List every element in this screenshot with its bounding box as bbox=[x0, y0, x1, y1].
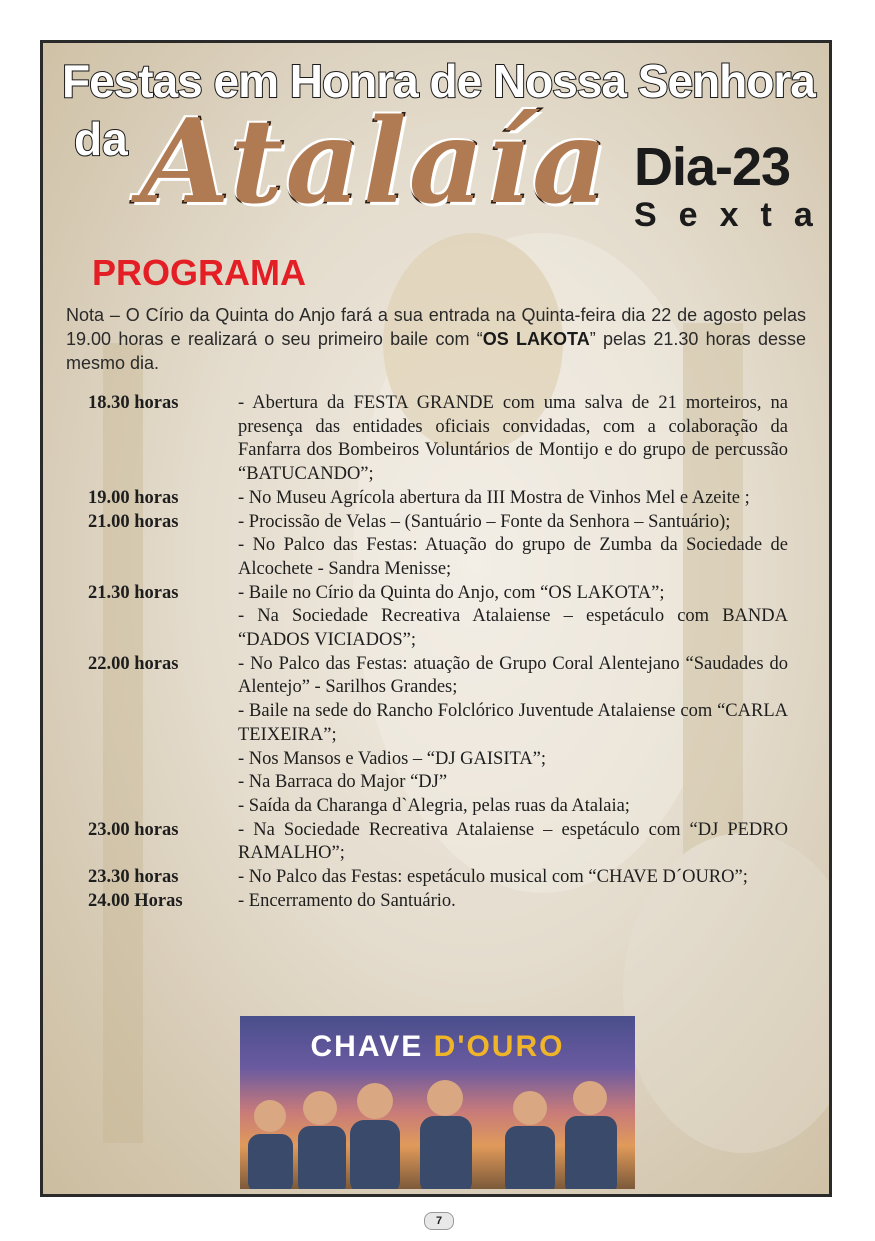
schedule-item: - Na Sociedade Recreativa Atalaiense – espetáculo com BANDA “DADOS VICIADOS”; bbox=[238, 606, 788, 651]
schedule-list bbox=[88, 392, 788, 913]
day-label: Dia-23 bbox=[634, 137, 791, 197]
schedule-item: - Na Sociedade Recreativa Atalaiense – espetáculo com “DJ PEDRO RAMALHO”; bbox=[238, 819, 788, 864]
schedule-item: - No Palco das Festas: Atuação do grupo de Zumba da Sociedade de Alcochete - Sandra Menisse; bbox=[238, 535, 788, 579]
title-prefix-da: da bbox=[74, 113, 128, 165]
schedule-row bbox=[88, 511, 788, 582]
schedule-row bbox=[88, 819, 788, 866]
schedule-item: - No Palco das Festas: espetáculo musical com “CHAVE D´OURO”; bbox=[238, 867, 748, 888]
schedule-row bbox=[88, 890, 788, 914]
schedule-row bbox=[88, 866, 788, 890]
schedule-item: - Abertura da FESTA GRANDE com uma salva de 21 morteiros, na presença das entidades oficiais convidadas, com a colaboração da Fanfarra dos Bombeiros Voluntários de Montijo e do grupo de percussão “BATUCANDO”; bbox=[238, 393, 788, 485]
schedule-item: - Baile no Círio da Quinta do Anjo, com “OS LAKOTA”; bbox=[238, 582, 665, 603]
schedule-time: 22.00 horas bbox=[88, 653, 179, 674]
schedule-item: - No Museu Agrícola abertura da III Mostra de Vinhos Mel e Azeite ; bbox=[238, 487, 750, 508]
band-members-illustration bbox=[240, 1016, 635, 1189]
atalaia-logo-text: Atalaía bbox=[140, 94, 610, 230]
programa-heading: PROGRAMA bbox=[92, 252, 306, 293]
schedule-item: - Procissão de Velas – (Santuário – Fonte da Senhora – Santuário); bbox=[238, 511, 731, 532]
note-band-name: OS LAKOTA bbox=[482, 329, 590, 349]
band-photo-title: CHAVE D'OURO bbox=[310, 1030, 565, 1063]
weekday-label: Sexta bbox=[634, 196, 835, 234]
schedule-item: - Saída da Charanga d`Alegria, pelas ruas da Atalaia; bbox=[238, 795, 630, 816]
note-paragraph: Nota – O Círio da Quinta do Anjo fará a sua entrada na Quinta-feira dia 22 de agosto pelas 19.00 horas e realizará o seu primeiro baile com “OS LAKOTA” pelas 21.30 horas desse mesmo dia. bbox=[66, 305, 806, 373]
schedule-item: - No Palco das Festas: atuação de Grupo Coral Alentejano “Saudades do Alentejo” - Sarilhos Grandes; bbox=[238, 653, 788, 698]
schedule-item: - Nos Mansos e Vadios – “DJ GAISITA”; bbox=[238, 748, 547, 769]
band-photo bbox=[240, 1016, 635, 1189]
schedule-item: - Baile na sede do Rancho Folclórico Juventude Atalaiense com “CARLA TEIXEIRA”; bbox=[238, 701, 788, 745]
schedule-row bbox=[88, 487, 788, 511]
schedule-row bbox=[88, 653, 788, 819]
schedule-time: 21.00 horas bbox=[88, 511, 179, 532]
schedule-time: 19.00 horas bbox=[88, 487, 179, 508]
page-number: 7 bbox=[424, 1212, 454, 1230]
schedule-time: 23.00 horas bbox=[88, 819, 179, 840]
schedule-time: 23.30 horas bbox=[88, 867, 179, 888]
schedule-row bbox=[88, 392, 788, 487]
festival-title: Festas em Honra de Nossa Senhora bbox=[62, 55, 815, 107]
schedule-time: 21.30 horas bbox=[88, 582, 179, 603]
schedule-item: - Na Barraca do Major “DJ” bbox=[238, 772, 448, 793]
schedule-row bbox=[88, 582, 788, 653]
schedule-item: - Encerramento do Santuário. bbox=[238, 890, 456, 911]
schedule-time: 18.30 horas bbox=[88, 393, 179, 413]
schedule-time: 24.00 Horas bbox=[88, 890, 183, 911]
